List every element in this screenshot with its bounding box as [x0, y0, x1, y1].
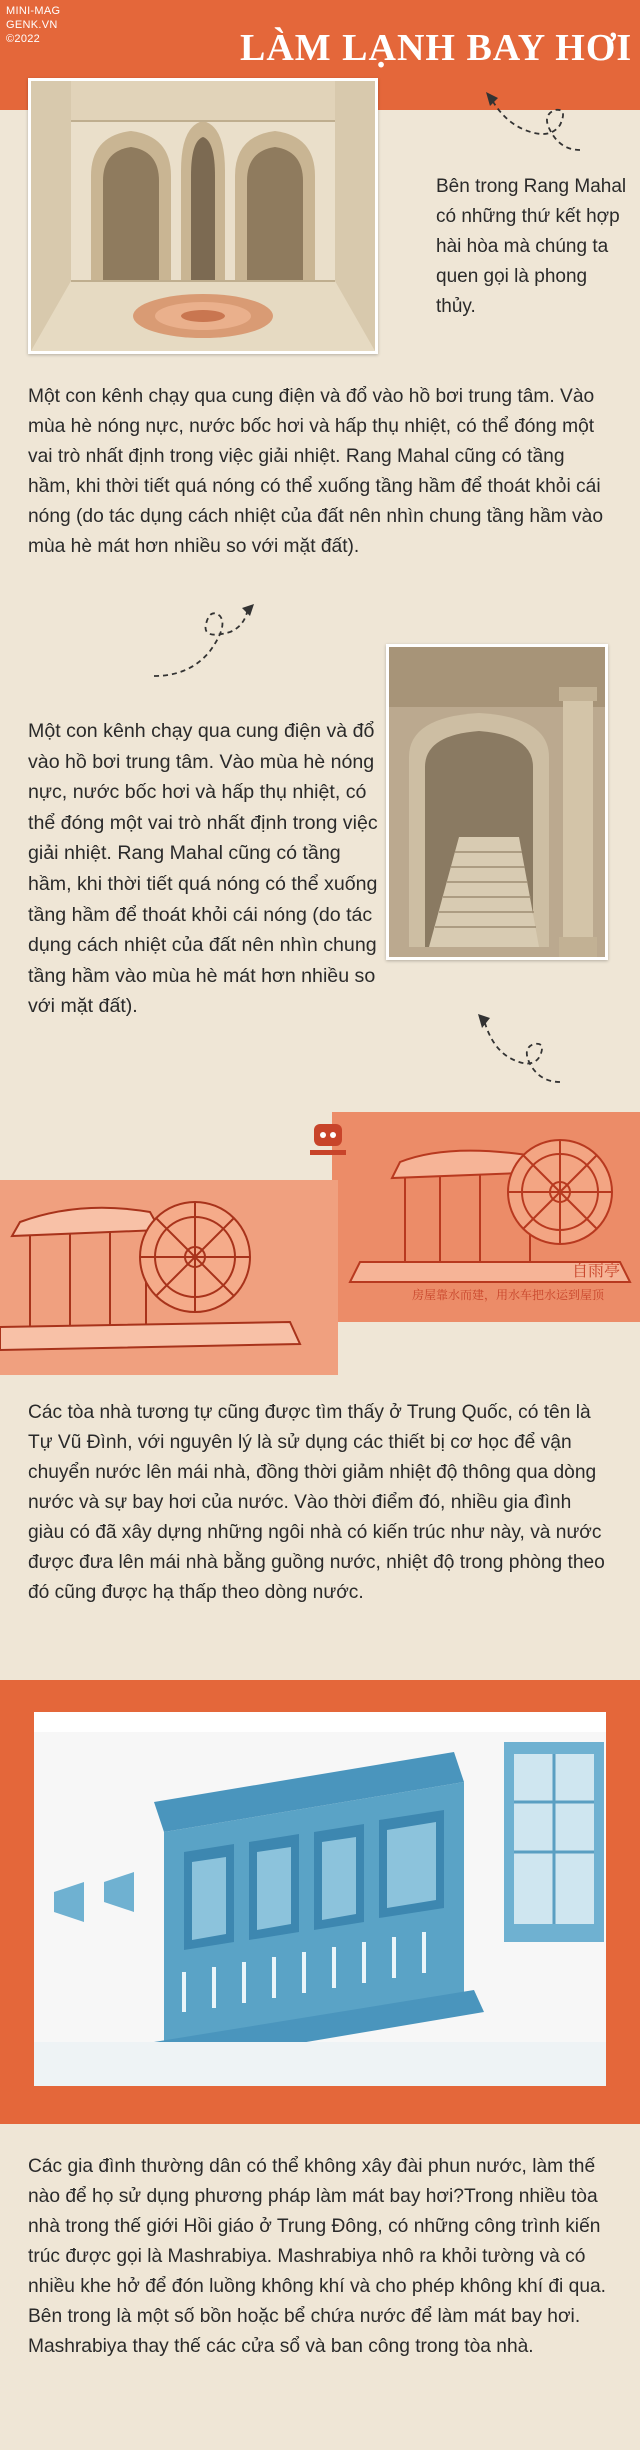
page-title: LÀM LẠNH BAY HƠI	[240, 27, 633, 69]
basement-stair-photo	[386, 644, 608, 960]
brand-line: MINI-MAG	[6, 5, 61, 17]
paragraph-china: Các tòa nhà tương tự cũng được tìm thấy ở Trung Quốc, có tên là Tự Vũ Đình, với nguyên lý là sử dụng các thiết bị cơ học để vận chuyển nước lên mái nhà, đồng thời giảm nhiệt độ thông qua dòng nước và sự bay hơi của nước. Vào thời điểm đó, nhiều gia đình giàu có đã xây dựng những ngôi nhà có kiến trúc như này, và nước được đưa lên mái nhà bằng guồng nước, nhiệt độ trong phòng theo đó cũng được hạ thấp theo dòng nước.	[28, 1402, 605, 1603]
decorative-arrow-icon	[470, 1002, 570, 1092]
paragraph-canal: Một con kênh chạy qua cung điện và đổ vào hồ bơi trung tâm. Vào mùa hè nóng nực, nước bốc hơi và hấp thụ nhiệt, có thể đóng một vai trò nhất định trong việc giải nhiệt. Rang Mahal cũng có tầng hầm, khi thời tiết quá nóng có thể xuống tầng hầm để thoát khỏi cái nóng (do tác dụng cách nhiệt của đất nên nhìn chung tầng hầm vào mùa hè mát hơn nhiều so với mặt đất).	[28, 386, 603, 557]
brand-line: ©2022	[6, 33, 41, 45]
decorative-arrow-icon	[150, 596, 260, 686]
brand-mark	[6, 4, 60, 46]
rangmahal-caption: Bên trong Rang Mahal có những thứ kết hợp hài hòa mà chúng ta quen gọi là phong thủy.	[436, 176, 627, 317]
paragraph-mashrabiya: Các gia đình thường dân có thể không xây đài phun nước, làm thế nào để họ sử dụng phương pháp làm mát bay hơi?Trong nhiều tòa nhà trong thế giới Hồi giáo ở Trung Đông, có những công trình kiến trúc được gọi là Mashrabiya. Mashrabiya nhô ra khỏi tường và có nhiều khe hở để đón luồng không khí và cho phép không khí đi qua. Bên trong là một số bồn hoặc bể chứa nước để làm mát bay hơi. Mashrabiya thay thế các cửa sổ và ban công trong tòa nhà.	[28, 2156, 606, 2357]
diagram-logo-icon	[306, 1120, 350, 1160]
mashrabiya-photo	[34, 1712, 606, 2086]
diagram-name-label: 自雨亭	[572, 1263, 621, 1280]
paragraph-canal-repeat: Một con kênh chạy qua cung điện và đổ vào hồ bơi trung tâm. Vào mùa hè nóng nực, nước bốc hơi và hấp thụ nhiệt, có thể đóng một vai trò nhất định trong việc giải nhiệt. Rang Mahal cũng có tầng hầm, khi thời tiết quá nóng có thể xuống tầng hầm để thoát khỏi cái nóng (do tác dụng cách nhiệt của đất nên nhìn chung tầng hầm vào mùa hè mát hơn nhiều so với mặt đất).	[28, 720, 378, 1018]
palace-interior-photo	[28, 78, 378, 354]
diagram-caption: 房屋靠水而建，用水车把水运到屋顶	[412, 1288, 605, 1302]
brand-line: GENK.VN	[6, 19, 58, 31]
decorative-arrow-icon	[480, 80, 590, 160]
